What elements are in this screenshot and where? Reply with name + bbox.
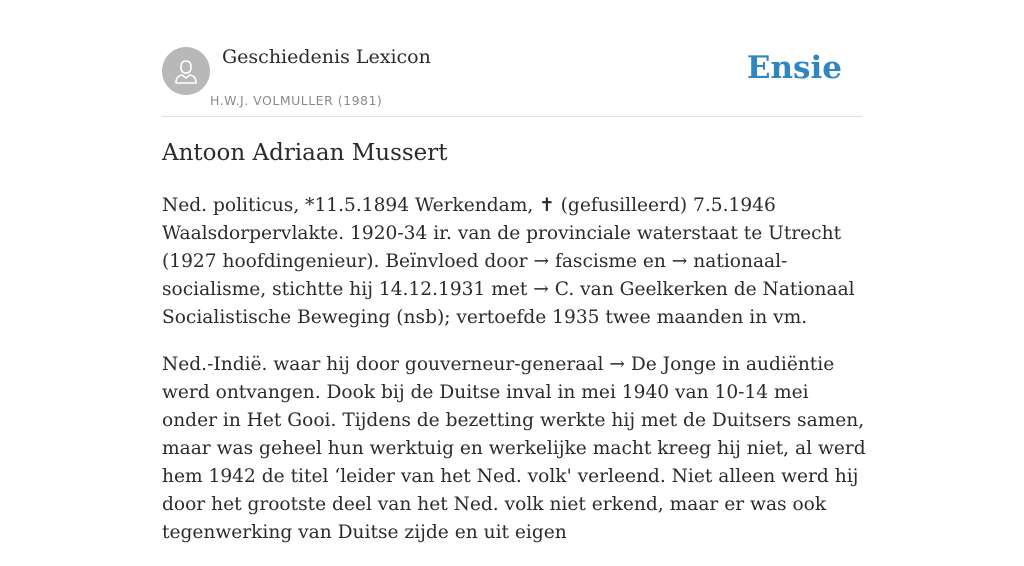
user-icon xyxy=(171,56,201,86)
source-header xyxy=(162,44,862,117)
entry-body xyxy=(162,192,868,566)
avatar[interactable] xyxy=(162,47,210,95)
entry-paragraph-2: Ned.-Indië. waar hij door gouverneur-generaal → De Jonge in audiëntie werd ontvangen. Dook bij de Duitse inval in mei 1940 van 10-14 mei onder in Het Gooi. Tijdens de bezetting werkte hij met de Duitsers samen, maar was geheel hun werktuig en werkelijke macht kreeg hij niet, al werd hem 1942 de titel ‘leider van het Ned. volk' verleend. Niet alleen werd hij door het grootste deel van het Ned. volk niet erkend, maar er was ook tegenwerking van Duitse zijde en uit eigen xyxy=(162,354,866,543)
entry-title: Antoon Adriaan Mussert xyxy=(162,140,448,166)
ensie-logo-link[interactable]: Ensie xyxy=(746,50,842,86)
source-title[interactable]: Geschiedenis Lexicon xyxy=(222,46,431,68)
source-author: H.W.J. VOLMULLER (1981) xyxy=(210,93,383,108)
entry-paragraph-1: Ned. politicus, *11.5.1894 Werkendam, ✝ (gefusilleerd) 7.5.1946 Waalsdorpervlakte. 1920-34 ir. van de provinciale waterstaat te Utrecht (1927 hoofdingenieur). Beïnvloed door → fascisme en → nationaal-socialisme, stichtte hij 14.12.1931 met → C. van Geelkerken de Nationaal Socialistische Beweging (nsb); vertoefde 1935 twee maanden in vm. xyxy=(162,195,855,328)
